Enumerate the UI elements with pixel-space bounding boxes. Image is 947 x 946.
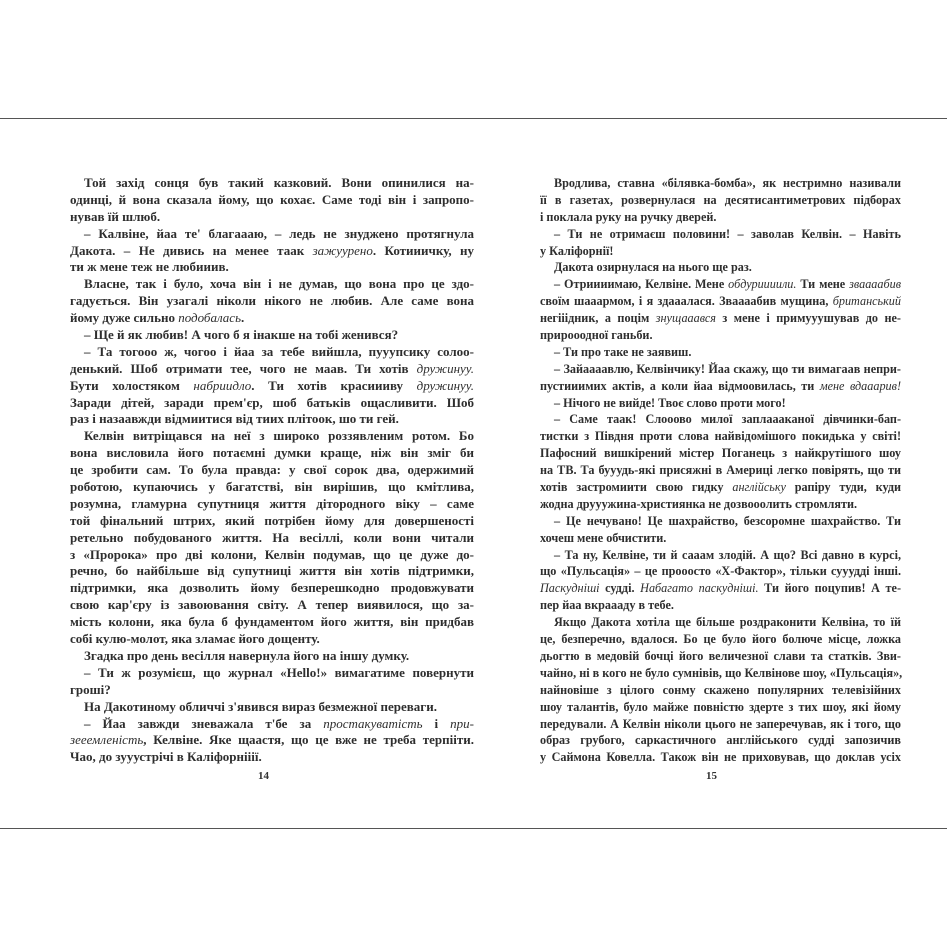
text-segment: дьогтю в медовій бочці його величезної слави та статків. Зви- (540, 648, 901, 663)
text-segment: той фінальний штрих, який потрібен йому для довершеності (70, 512, 474, 528)
text-line (70, 496, 474, 513)
text-line (70, 631, 474, 648)
text-segment: гроші? (70, 681, 111, 697)
text-segment: Ти мене (796, 277, 850, 292)
text-line (540, 732, 901, 749)
text-line (70, 411, 474, 428)
text-segment: – Ти ж розумієш, що журнал «Hello!» вимагатиме повернути (84, 664, 474, 680)
italic-text: Набагато паскудніші. (640, 581, 759, 596)
text-line (540, 226, 901, 243)
text-line (70, 462, 474, 479)
text-segment: на ТВ. Та бууудь-які присяжні в Америці легко повірять, що ти (540, 463, 901, 478)
text-line (70, 192, 474, 209)
page-number-right: 15 (706, 770, 717, 782)
italic-text: зажуурено (312, 242, 373, 258)
text-line (540, 327, 901, 344)
text-segment: речно, бо найбільше від супутниці життя він хотів підтримки, (70, 563, 474, 579)
text-line (540, 665, 901, 682)
text-segment: Ти його поцупив! А те- (758, 581, 902, 596)
top-divider (0, 118, 947, 119)
text-segment: нував їй шлюб. (70, 208, 161, 224)
text-segment: Якщо Дакота хотіла ще більше роздраконити Келвіна, то їй (554, 615, 901, 630)
italic-text: дружинуу. (416, 377, 475, 393)
text-line (70, 428, 474, 445)
text-segment: – Нічого не вийде! Твоє слово проти мого! (554, 395, 786, 410)
text-line (70, 310, 474, 327)
text-line (70, 530, 474, 547)
text-segment: прирооодної ганьби. (540, 328, 653, 343)
text-segment: це, безперечно, вдалося. Бо це було його болюче місце, ложка (540, 632, 901, 647)
text-segment: На Дакотиному обличчі з'явився вираз безмежної переваги. (84, 698, 437, 714)
text-segment: судді. (599, 581, 641, 596)
text-line (70, 209, 474, 226)
text-line (540, 175, 901, 192)
text-segment: з мене і примууушував до не- (715, 311, 901, 326)
text-line (540, 580, 901, 597)
text-line (70, 716, 474, 733)
text-line (70, 293, 474, 310)
italic-text: дружинуу. (416, 360, 474, 376)
text-segment: передували. А Келвін ніколи цього не заперечував, як і того, що (540, 716, 901, 731)
text-line (540, 631, 901, 648)
text-line (540, 547, 901, 564)
text-line (540, 597, 901, 614)
text-line (540, 276, 901, 293)
italic-text: Паскудніші (540, 581, 600, 596)
text-line (70, 580, 474, 597)
text-segment: – Йаа завжди зневажала т'бе за (84, 715, 324, 731)
text-segment: розумна, гламурна супутниця життя дітородного віку – саме (70, 495, 474, 511)
text-segment: що «Пульсація» – це прооосто «Х-Фактор», тільки сууудді інші. (540, 564, 901, 579)
text-line (540, 395, 901, 412)
text-segment: – Ти про таке не заявиш. (554, 344, 692, 359)
text-segment: з «Пророка» про дві колони, Келвін подумав, що це дуже до- (70, 546, 474, 562)
text-segment: мість колони, яка була б фундаментом його життя, він придбав (70, 614, 474, 630)
text-segment: . Ти хотів красиииву (251, 377, 417, 393)
text-line (70, 648, 474, 665)
text-segment: – Отриииимаю, Келвіне. Мене (554, 277, 729, 292)
text-segment: хочеш мене обчистити. (540, 530, 667, 545)
italic-text: обдуриииили. (728, 277, 797, 292)
text-segment: підтримки, яка дозволить йому безперешкодно продовжувати (70, 580, 474, 596)
text-line (540, 699, 901, 716)
text-line (70, 361, 474, 378)
text-line (70, 344, 474, 361)
text-line (70, 276, 474, 293)
text-line (70, 699, 474, 716)
text-line (70, 614, 474, 631)
text-line (540, 378, 901, 395)
text-segment: Згадка про день весілля навернула його на іншу думку. (84, 647, 410, 663)
text-line (540, 716, 901, 733)
text-line (70, 378, 474, 395)
text-segment: Дакота озирнулася на нього ще раз. (554, 260, 752, 275)
text-line (70, 513, 474, 530)
text-line (540, 563, 901, 580)
text-segment: рапіру туди, куди (785, 480, 902, 495)
text-segment: Власне, так і було, хоча він і не думав, що вона про це здо- (84, 276, 474, 292)
text-segment: . (241, 310, 245, 326)
text-line (540, 209, 901, 226)
text-line (540, 192, 901, 209)
bottom-divider (0, 828, 947, 829)
italic-text: набриидло (193, 377, 252, 393)
text-line (540, 496, 901, 513)
text-segment: Вродлива, ставна «білявка-бомба», як нестримно називали (554, 176, 901, 190)
text-segment: шоу талантів, було майже повністю здерте з тих шоу, які йому (540, 699, 901, 714)
text-segment: – Та ну, Келвіне, ти й сааам злодій. А що? Всі давно в курсі, (554, 547, 901, 562)
text-line (70, 479, 474, 496)
text-line (70, 395, 474, 412)
text-line (540, 513, 901, 530)
text-segment: йому дуже сильно (70, 310, 179, 326)
text-segment: чайно, ні в кого не було сумнівів, що Келвінове шоу, «Пульсація», (540, 665, 903, 680)
italic-text: британський (832, 294, 901, 309)
text-segment: хотів застромиити свою гидку (540, 480, 733, 495)
text-segment: Той захід сонця був такий казковий. Вони опинилися на- (84, 175, 474, 190)
text-line (70, 243, 474, 260)
text-line (540, 462, 901, 479)
text-line (70, 259, 474, 276)
text-line (70, 749, 474, 766)
text-segment: і поклала руку на ручку дверей. (540, 209, 717, 224)
text-segment: – Та тогооо ж, чогоо і йаа за тебе вийшла, пууупсику солоо- (84, 343, 474, 359)
text-line (70, 445, 474, 462)
text-segment: гадується. Він узагалі ніколи нікого не любив. Але саме вона (70, 293, 474, 309)
italic-text: подобалась (178, 310, 241, 326)
text-line (540, 749, 901, 766)
text-segment: у Каліфорнії! (540, 243, 614, 258)
right-page-text (540, 175, 901, 766)
text-segment: – Це нечувано! Це шахрайство, безсоромне шахрайство. Ти (554, 513, 901, 528)
text-line (70, 665, 474, 682)
text-segment: одинці, й вона сказала йому, що кохає. Саме тоді він і запропо- (70, 191, 474, 207)
text-segment: Келвін витріщався на неї з широко роззявленим ротом. Бо (84, 428, 474, 444)
text-segment: своїм шааармом, і я здааалася. Зваааабив мущина, (540, 294, 833, 309)
italic-text: зваааабив (849, 277, 901, 292)
page-number-left: 14 (258, 770, 269, 782)
text-segment: це зробити сам. То була правда: у свої сорок два, одержимий (70, 462, 474, 478)
text-segment: – Ти не отримаєш половини! – заволав Келвін. – Навіть (554, 226, 901, 241)
italic-text: при- (450, 715, 474, 731)
left-page-text (70, 175, 474, 766)
text-segment: тистки з Півдня проти слова найвідомішого покидька у світі! (540, 429, 901, 444)
text-segment: собі кулю-молот, яка зламає його дощенту. (70, 631, 320, 647)
text-segment: і (422, 715, 451, 731)
text-line (70, 175, 474, 192)
text-segment: , Келвіне. Яке щаастя, що це вже не треба терпііти. (143, 732, 474, 748)
text-line (70, 597, 474, 614)
text-segment: жодна друуужина-християнка не дозвооолить стромляти. (540, 496, 858, 511)
text-line (70, 226, 474, 243)
text-segment: її в газетах, розвернулася на десятисантиметрових підборах (540, 192, 901, 207)
text-line (540, 428, 901, 445)
text-line (540, 682, 901, 699)
text-segment: вона висловила його потаємні думки краще, ніж він зміг би (70, 445, 474, 461)
text-segment: денький. Шоб отримати тее, чого не маав. Ти хотів (70, 360, 417, 376)
text-segment: роботою, купаючись у багатстві, він вирішив, що кмітлива, (70, 479, 474, 495)
text-segment: – Зайаааавлю, Келвінчику! Йаа скажу, що ти вимагаав непри- (554, 361, 901, 376)
text-segment: свою кар'єру із завоювання світу. А тепер виявилося, що за- (70, 597, 474, 613)
text-segment: Бути холостяком (70, 377, 194, 393)
text-line (540, 259, 901, 276)
text-line (70, 732, 474, 749)
text-line (540, 614, 901, 631)
text-line (540, 361, 901, 378)
text-line (540, 530, 901, 547)
text-segment: пустииимих актів, а коли йаа відмоовилась, ти (540, 378, 820, 393)
text-segment: – Саме таак! Слооово милої заплаааканої дівчинки-бап- (554, 412, 901, 427)
text-line (70, 547, 474, 564)
text-segment: Заради дітей, заради прем'єр, шоб батьків ощасливити. Шоб (70, 394, 474, 410)
italic-text: англійську (732, 480, 786, 495)
text-segment: Чао, до зууустрічі в Каліфорнііії. (70, 749, 262, 765)
italic-text: простакуватість (323, 715, 423, 731)
text-line (540, 445, 901, 462)
text-segment: раз і назаавжди відмиитися від тиих плітоок, шо ти гей. (70, 411, 399, 427)
text-segment: Дакота. – Не дивись на менее таак (70, 242, 313, 258)
text-segment: Пафосний вишкірений містер Поганець з найкрутішого шоу (540, 446, 901, 461)
text-line (70, 327, 474, 344)
text-line (540, 411, 901, 428)
italic-text: мене вдааарив! (819, 378, 901, 393)
text-segment: у Саймона Ковелла. Також він не приховував, що доклав усіх (540, 750, 901, 765)
text-line (70, 682, 474, 699)
text-segment: – Калвіне, йаа те' благаааю, – ледь не знуджено протягнула (84, 225, 474, 241)
text-line (540, 293, 901, 310)
text-segment: ти ж мене теж не любииив. (70, 259, 229, 275)
italic-text: знущааався (655, 311, 716, 326)
text-segment: – Ще й як любив! А чого б я інакше на тобі женився? (84, 327, 399, 343)
text-line (540, 243, 901, 260)
text-line (540, 648, 901, 665)
text-segment: образ грубого, саркастичного англійського судді запозичив (540, 733, 901, 748)
text-segment: . Котииичку, ну (372, 242, 475, 258)
text-segment: найновіше з цілого сонму скажено популярних телевізійних (540, 682, 901, 697)
italic-text: зееемленість (70, 732, 144, 748)
text-line (540, 310, 901, 327)
text-segment: ретельно побудованого життя. На весіллі, коли вони читали (70, 529, 474, 545)
text-line (540, 479, 901, 496)
text-line (540, 344, 901, 361)
text-segment: негііідник, а поцім (540, 311, 656, 326)
text-segment: пер йаа вкраааду в тебе. (540, 598, 674, 613)
text-line (70, 563, 474, 580)
